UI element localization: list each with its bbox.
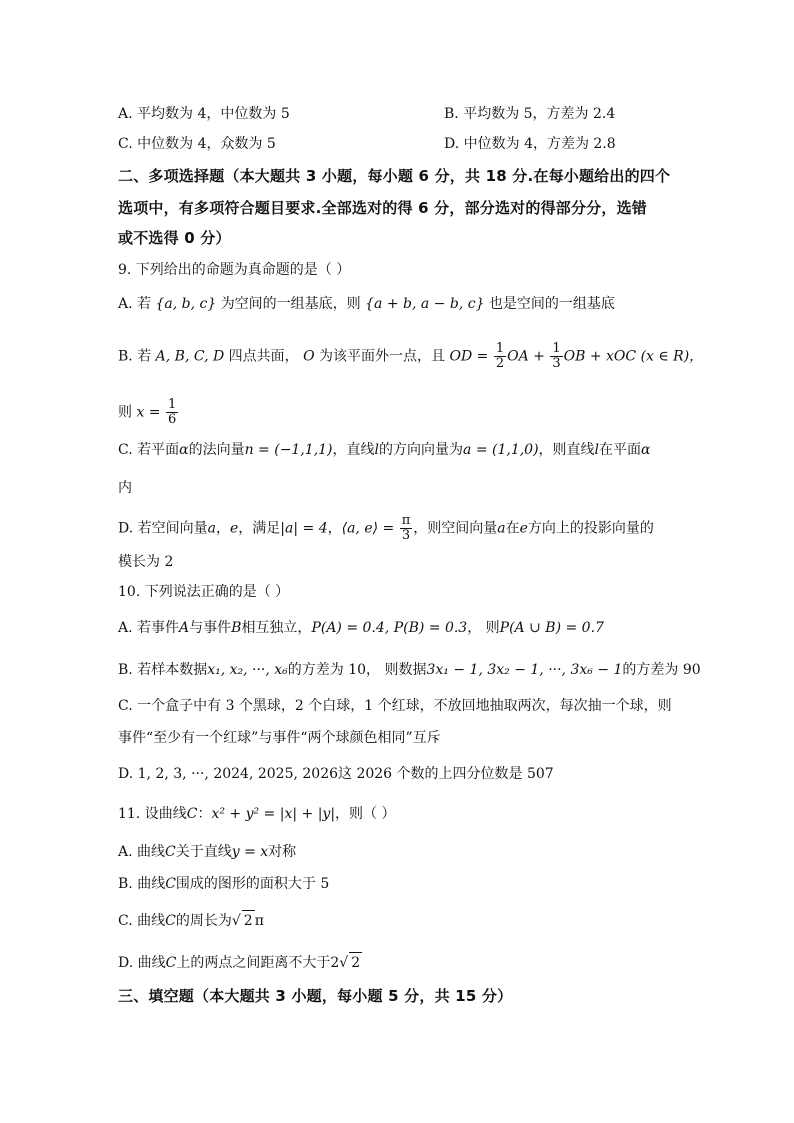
q9-option-b xyxy=(118,342,703,371)
q9-c-direction-vector: a = (1,1,0) xyxy=(463,442,539,458)
q9-c-prefix: C. 若平面 xyxy=(118,442,180,458)
q11-d-curve: C xyxy=(165,955,177,971)
q9-b-condition: (x ∈ R)， xyxy=(640,348,704,365)
section2-heading-line1: 二、多项选择题（本大题共 3 小题，每小题 6 分，共 18 分.在每小题给出的四个 xyxy=(118,167,671,185)
q9-d-vector-a2: a xyxy=(497,520,506,537)
q11-b-post: 围成的图形的面积大于 5 xyxy=(175,876,330,892)
q11-stem-prefix: 11. 设曲线 xyxy=(118,806,187,822)
q10-d-sequence: 1, 2, 3, ···, 2024, 2025, 2026 xyxy=(137,766,339,782)
q9-option-d xyxy=(118,514,654,543)
frac-numerator: π xyxy=(401,513,411,528)
q9-c-mid4: ，则直线 xyxy=(538,442,595,458)
section3-heading: 三、填空题（本大题共 3 小题，每小题 5 分，共 15 分） xyxy=(118,987,513,1005)
q9-b-frac-sixth xyxy=(166,398,178,427)
section2-heading-line3: 或不选得 0 分） xyxy=(118,229,231,247)
frac-denominator: 3 xyxy=(552,356,561,371)
q11-a-prefix: A. 曲线 xyxy=(118,844,166,860)
q9-d-mid2: ， xyxy=(327,520,342,537)
frac-denominator: 3 xyxy=(401,528,411,543)
q9-b-point-o: O xyxy=(303,348,315,365)
q10-option-b xyxy=(118,660,701,680)
q11-a-mid: 关于直线 xyxy=(175,844,232,860)
q11-equation: x² + y² = |x| + |y| xyxy=(211,806,336,822)
q8-option-d: D. 中位数为 4，方差为 2.8 xyxy=(444,136,616,152)
q10-option-c-line2: 事件“至少有一个红球”与事件“两个球颜色相同”互斥 xyxy=(118,730,441,746)
q11-option-c xyxy=(118,910,264,931)
q10-d-prefix: D. xyxy=(118,766,138,782)
q10-b-transformed: 3x₁ − 1, 3x₂ − 1, ···, 3x₆ − 1 xyxy=(426,662,623,678)
frac-denominator: 6 xyxy=(167,412,177,427)
q11-colon: ： xyxy=(197,806,212,822)
q9-b-line2-prefix: 则 xyxy=(118,404,132,421)
q11-b-curve: C xyxy=(165,876,176,892)
q9-option-a xyxy=(118,294,615,314)
q9-option-b-line2 xyxy=(118,398,179,427)
frac-numerator: 1 xyxy=(167,397,177,412)
q11-stem-post: ，则（ ） xyxy=(335,806,396,822)
q9-d-mid1: ，满足 xyxy=(238,520,281,537)
frac-numerator: 1 xyxy=(495,341,505,356)
q9-d-vector-e2: e xyxy=(519,520,528,537)
q9-b-mid2: 为该平面外一点，且 xyxy=(319,348,446,365)
q9-d-angle: ⟨a, e⟩ = xyxy=(341,520,399,537)
q10-a-probabilities: P(A) = 0.4, P(B) = 0.3 xyxy=(311,620,468,636)
q10-b-sample: x₁, x₂, ···, x₆ xyxy=(207,662,288,678)
q9-b-eq-oa: OA + xyxy=(507,348,550,365)
frac-numerator: 1 xyxy=(552,341,561,356)
q11-d-radicand: 2 xyxy=(349,952,362,973)
q11-c-radicand: 2 xyxy=(242,910,255,931)
q9-option-c-line2: 内 xyxy=(118,480,132,496)
q8-option-a: A. 平均数为 4，中位数为 5 xyxy=(118,106,290,122)
q10-option-c-line1: C. 一个盒子中有 3 个黑球，2 个白球，1 个红球，不放回地抽取两次，每次抽一个球，则 xyxy=(118,698,672,714)
q9-b-x-eq: x = xyxy=(136,404,165,421)
q9-c-mid1: 的法向量 xyxy=(188,442,245,458)
q9-a-set2: {a + b, a − b, c} xyxy=(365,296,485,312)
q9-b-eq-od: OD = xyxy=(449,348,493,365)
q9-stem: 9. 下列给出的命题为真命题的是（ ） xyxy=(118,262,351,278)
q9-d-frac-pi-third xyxy=(400,514,413,543)
sqrt-sign: √ xyxy=(339,955,349,971)
q10-d-post: 这 2026 个数的上四分位数是 507 xyxy=(338,766,554,782)
q11-c-mid: 的周长为 xyxy=(175,913,232,929)
frac-denominator: 2 xyxy=(495,356,505,371)
q11-option-a xyxy=(118,842,296,862)
q10-option-a xyxy=(118,618,604,638)
q10-b-prefix: B. 若样本数据 xyxy=(118,662,208,678)
q9-c-alpha2: α xyxy=(641,442,651,458)
q11-curve-c: C xyxy=(186,806,198,822)
q10-b-post: 的方差为 90 xyxy=(622,662,701,678)
q9-option-d-line2: 模长为 2 xyxy=(118,554,174,570)
q11-a-line: y = x xyxy=(231,844,269,860)
q10-a-prefix: A. 若事件 xyxy=(118,620,180,636)
q11-c-prefix: C. 曲线 xyxy=(118,913,166,929)
q10-a-mid3: ， 则 xyxy=(467,620,500,636)
q9-b-frac-third xyxy=(550,342,562,371)
q10-stem: 10. 下列说法正确的是（ ） xyxy=(118,584,290,600)
q11-b-prefix: B. 曲线 xyxy=(118,876,166,892)
sqrt-sign: √ xyxy=(231,913,241,929)
q10-a-mid: 与事件 xyxy=(189,620,232,636)
q9-option-c xyxy=(118,440,651,460)
q9-a-prefix: A. 若 xyxy=(118,296,152,312)
q8-option-b: B. 平均数为 5，方差为 2.4 xyxy=(444,106,616,122)
q9-d-post: 方向上的投影向量的 xyxy=(527,520,654,537)
q9-c-alpha: α xyxy=(179,442,189,458)
q11-a-post: 对称 xyxy=(268,844,297,860)
q9-c-line-l: l xyxy=(374,442,380,458)
q9-c-mid3: 的方向向量为 xyxy=(379,442,464,458)
q9-b-prefix: B. 若 xyxy=(118,348,152,365)
q11-option-b xyxy=(118,874,329,894)
q11-c-curve: C xyxy=(165,913,176,929)
q9-d-abs: |a| = 4 xyxy=(280,520,328,537)
q11-option-d xyxy=(118,952,362,973)
q11-c-pi: π xyxy=(254,913,264,929)
section2-heading-line2: 选项中，有多项符合题目要求.全部选对的得 6 分，部分选对的得部分分，选错 xyxy=(118,199,647,217)
q9-a-mid: 为空间的一组基底，则 xyxy=(220,296,361,312)
q9-c-mid2: ，直线 xyxy=(332,442,375,458)
q10-a-event-b: B xyxy=(231,620,242,636)
q8-option-c: C. 中位数为 4，众数为 5 xyxy=(118,136,276,152)
q10-a-mid2: 相互独立， xyxy=(241,620,312,636)
q11-stem xyxy=(118,804,395,824)
q11-d-mid: 上的两点之间距离不大于 xyxy=(176,955,331,971)
q9-b-mid1: 四点共面， xyxy=(228,348,299,365)
q11-d-coefficient: 2 xyxy=(330,955,340,971)
q9-c-normal-vector: n = (−1,1,1) xyxy=(244,442,333,458)
q11-d-prefix: D. 曲线 xyxy=(118,955,166,971)
q11-a-curve: C xyxy=(165,844,176,860)
q9-a-set1: {a, b, c} xyxy=(155,296,217,312)
q9-c-line-l2: l xyxy=(594,442,600,458)
q9-d-comma: ， xyxy=(216,520,230,537)
q9-d-mid4: 在 xyxy=(505,520,520,537)
q9-d-vector-e: e xyxy=(230,520,239,537)
q10-b-mid: 的方差为 10， 则数据 xyxy=(287,662,427,678)
q9-b-eq-ob-oc: OB + xOC xyxy=(563,348,637,365)
q9-d-mid3: ，则空间向量 xyxy=(413,520,498,537)
q9-b-frac-half xyxy=(494,342,506,371)
q9-d-prefix: D. 若空间向量 xyxy=(118,520,208,537)
q9-b-points: A, B, C, D xyxy=(155,348,225,365)
q9-a-post: 也是空间的一组基底 xyxy=(488,296,615,312)
q9-c-mid5: 在平面 xyxy=(599,442,642,458)
q10-a-union: P(A ∪ B) = 0.7 xyxy=(499,620,604,636)
q10-option-d xyxy=(118,764,554,784)
q9-d-vector-a: a xyxy=(207,520,216,537)
q10-a-event-a: A xyxy=(179,620,190,636)
